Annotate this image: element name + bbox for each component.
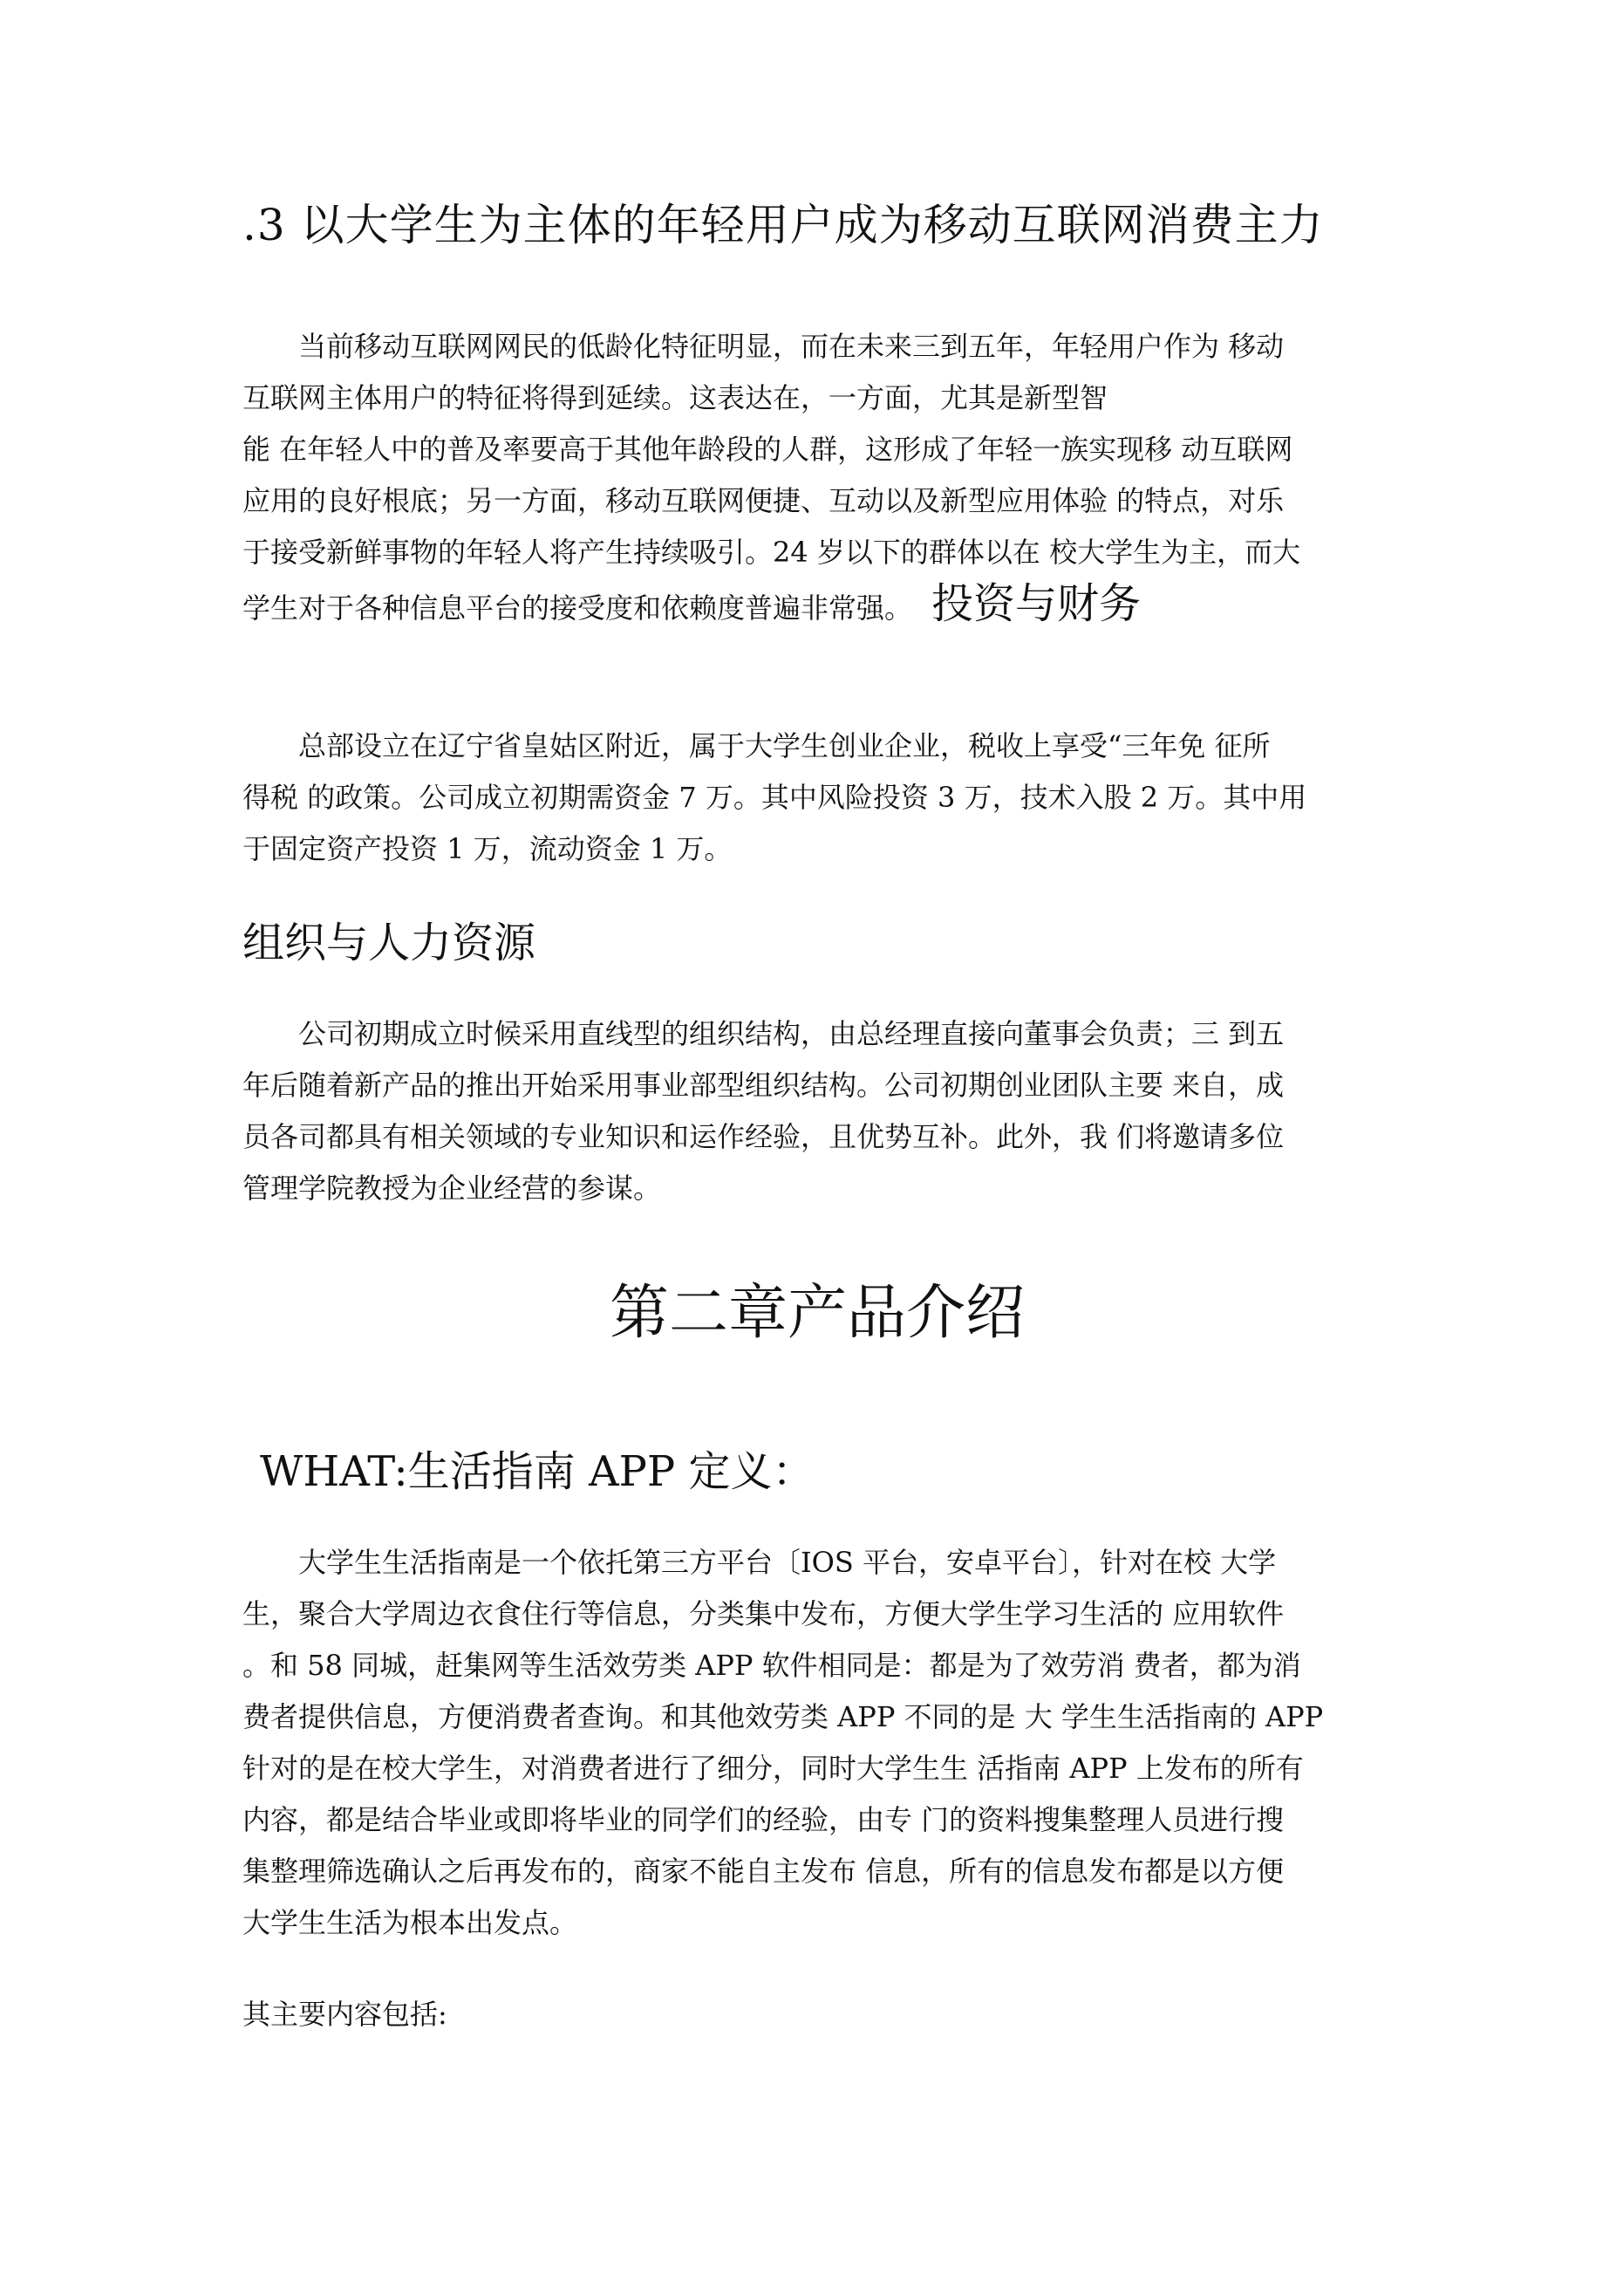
paragraph-line: 年后随着新产品的推出开始采用事业部型组织结构。公司初期创业团队主要 来自，成	[242, 1069, 1285, 1102]
paragraph-line: 于固定资产投资 1 万，流动资金 1 万。	[242, 832, 733, 865]
paragraph-line: 应用的良好根底；另一方面，移动互联网便捷、互动以及新型应用体验 的特点，对乐	[242, 484, 1285, 517]
paragraph-line: 费者提供信息，方便消费者查询。和其他效劳类 APP 不同的是 大 学生生活指南的 APP	[242, 1700, 1324, 1733]
paragraph-app-definition	[242, 1537, 1392, 1949]
paragraph-line: 生，聚合大学周边衣食住行等信息，分类集中发布，方便大学生学习生活的 应用软件	[242, 1597, 1285, 1630]
investment-heading: 投资与财务	[931, 579, 1142, 628]
paragraph-line: 管理学院教授为企业经营的参谋。	[242, 1172, 662, 1205]
paragraph-line: 。和 58 同城，赶集网等生活效劳类 APP 软件相同是：都是为了效劳消 费者，都为消	[242, 1649, 1301, 1682]
paragraph-line: 大学生生活为根本出发点。	[242, 1906, 578, 1939]
what-heading: WHAT:生活指南 APP 定义：	[260, 1447, 815, 1496]
paragraph-line: 大学生生活指南是一个依托第三方平台〔IOS 平台，安卓平台〕，针对在校 大学	[298, 1546, 1277, 1579]
paragraph-line: 其主要内容包括:	[242, 1998, 447, 2031]
contents-intro	[242, 1989, 1392, 2040]
paragraph-line-last	[242, 578, 1392, 634]
paragraph-line: 当前移动互联网网民的低龄化特征明显，而在未来三到五年，年轻用户作为 移动	[298, 330, 1285, 363]
paragraph-line: 互联网主体用户的特征将得到延续。这表达在，一方面，尤其是新型智	[242, 381, 1108, 414]
paragraph-line: 员各司都具有相关领域的专业知识和运作经验，且优势互补。此外，我 们将邀请多位	[242, 1120, 1285, 1153]
paragraph-organization	[242, 1008, 1392, 1214]
paragraph-investment	[242, 721, 1392, 875]
paragraph-young-users	[242, 321, 1392, 634]
organization-heading: 组织与人力资源	[242, 919, 536, 967]
paragraph-line: 得税 的政策。公司成立初期需资金 7 万。其中风险投资 3 万，技术入股 2 万。其中用	[242, 781, 1307, 814]
paragraph-line: 内容，都是结合毕业或即将毕业的同学们的经验，由专 门的资料搜集整理人员进行搜	[242, 1803, 1285, 1836]
paragraph-line: 公司初期成立时候采用直线型的组织结构，由总经理直接向董事会负责；三 到五	[298, 1017, 1285, 1050]
chapter-title: 第二章产品介绍	[609, 1279, 1025, 1348]
section-heading-1-3: .3 以大学生为主体的年轻用户成为移动互联网消费主力	[242, 200, 1324, 250]
paragraph-line: 集整理筛选确认之后再发布的，商家不能自主发布 信息，所有的信息发布都是以方便	[242, 1855, 1285, 1888]
paragraph-line: 能 在年轻人中的普及率要高于其他年龄段的人群，这形成了年轻一族实现移 动互联网	[242, 433, 1293, 466]
paragraph-line-text: 学生对于各种信息平台的接受度和依赖度普遍非常强。	[242, 591, 913, 625]
paragraph-line: 针对的是在校大学生，对消费者进行了细分，同时大学生生 活指南 APP 上发布的所有	[242, 1752, 1304, 1785]
paragraph-line: 总部设立在辽宁省皇姑区附近，属于大学生创业企业，税收上享受“三年免 征所	[298, 729, 1271, 762]
paragraph-line: 于接受新鲜事物的年轻人将产生持续吸引。24 岁以下的群体以在 校大学生为主，而大	[242, 536, 1301, 569]
